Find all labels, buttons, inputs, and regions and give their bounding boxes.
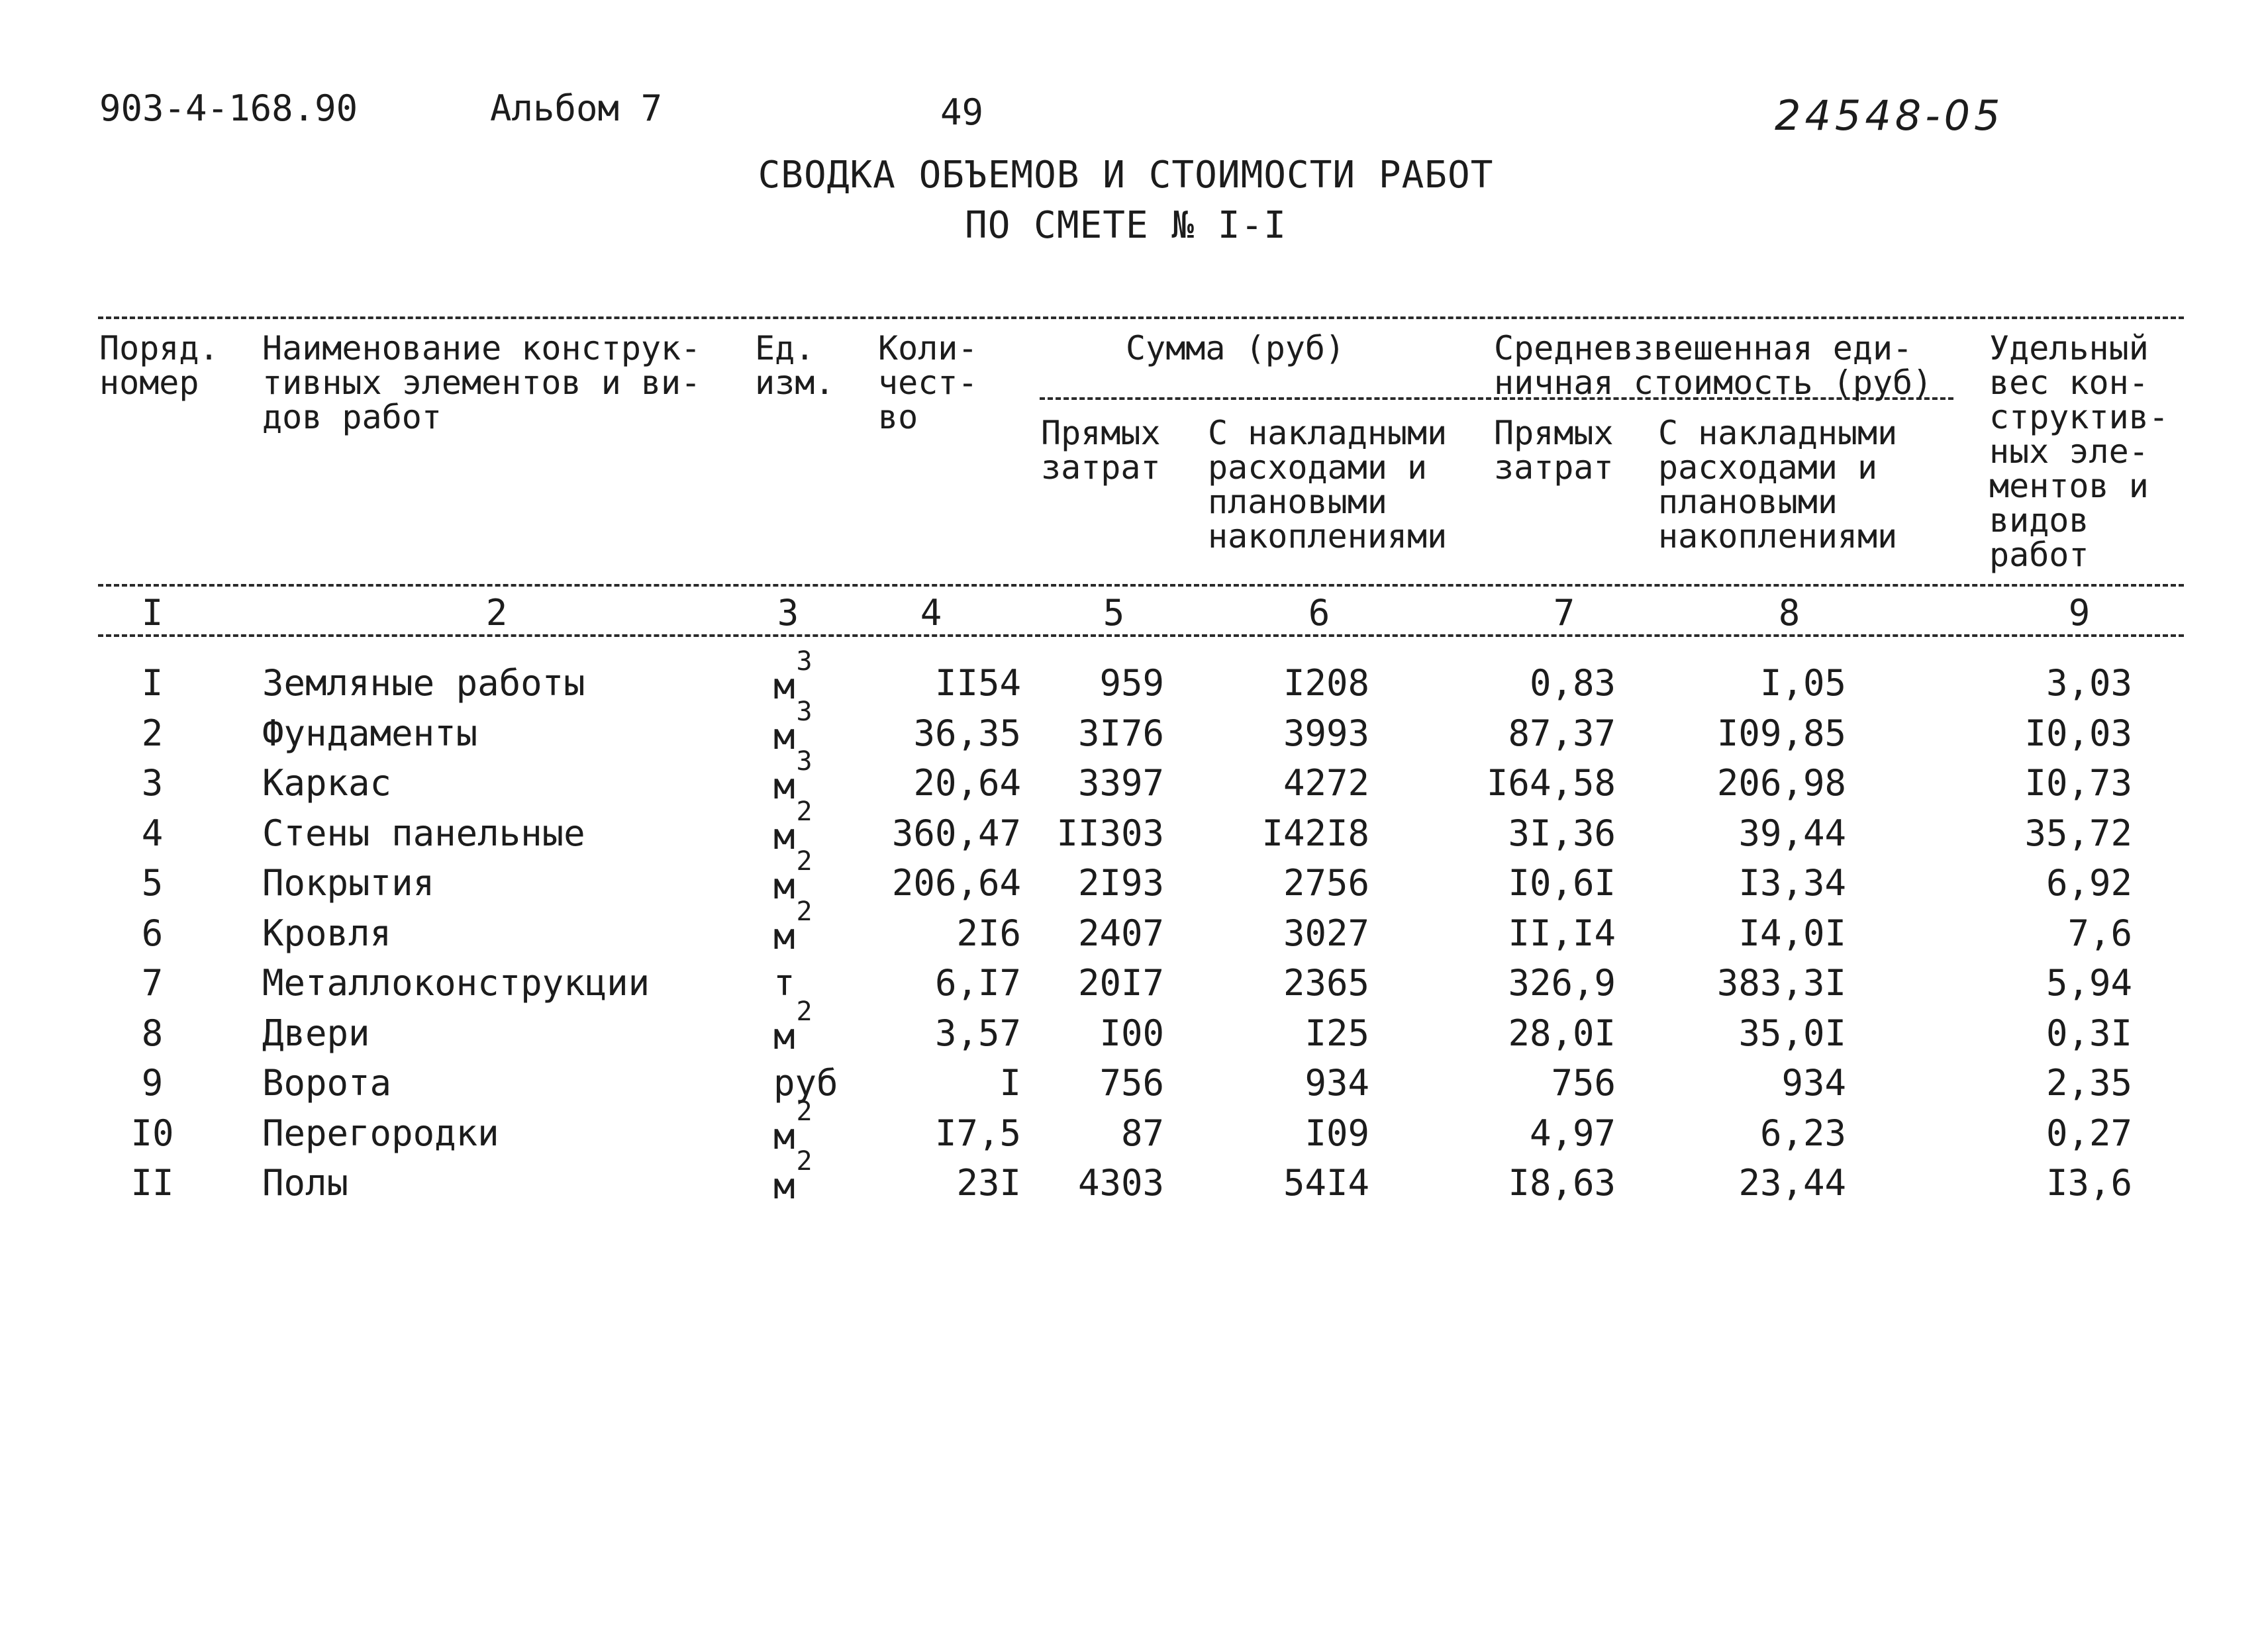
unit-symbol: м bbox=[773, 715, 795, 757]
cell-unit bbox=[773, 1062, 873, 1104]
cell-weight: 35,72 bbox=[2024, 812, 2132, 854]
cell-qty: 360,47 bbox=[891, 812, 1021, 854]
header-sum-direct: Прямых затрат bbox=[1041, 414, 1161, 487]
cell-name: Кровля bbox=[262, 912, 392, 954]
unit-symbol: м bbox=[773, 765, 795, 807]
unit-power: 2 bbox=[796, 846, 813, 877]
unit-symbol: м bbox=[773, 1115, 795, 1157]
cell-unit-direct: 326,9 bbox=[1508, 962, 1616, 1004]
header-quantity: Коли- чест- во bbox=[878, 329, 978, 436]
cell-name: Стены панельные bbox=[262, 812, 585, 854]
header-average-overhead: С накладными расходами и плановыми накоплениями bbox=[1658, 414, 1898, 555]
cell-direct: II303 bbox=[1056, 812, 1164, 854]
cell-overhead: I208 bbox=[1283, 662, 1369, 704]
cell-unit bbox=[773, 1096, 873, 1157]
cell-num: 2 bbox=[141, 712, 164, 754]
cell-unit-direct: II,I4 bbox=[1508, 912, 1616, 954]
unit-power: 3 bbox=[796, 696, 813, 727]
header-element-name: Наименование конструк- тивных элементов и ви- дов работ bbox=[262, 329, 701, 436]
inventory-stamp-number: 24548-05 bbox=[1775, 91, 2004, 140]
cell-name: Ворота bbox=[262, 1062, 392, 1104]
cell-direct: 959 bbox=[1099, 662, 1164, 704]
column-number: 8 bbox=[1778, 592, 1800, 634]
cell-unit-overhead: 206,98 bbox=[1716, 762, 1846, 804]
cell-qty: 36,35 bbox=[913, 712, 1021, 754]
cell-unit-overhead: 39,44 bbox=[1738, 812, 1846, 854]
unit-power: 3 bbox=[796, 646, 813, 677]
unit-symbol: м bbox=[773, 865, 795, 907]
cell-unit-overhead: I3,34 bbox=[1738, 862, 1846, 904]
unit-symbol: м bbox=[773, 915, 795, 957]
cell-num: I0 bbox=[130, 1112, 174, 1154]
column-number: 6 bbox=[1308, 592, 1330, 634]
header-sum-group: Сумма (руб) bbox=[1126, 329, 1346, 367]
cell-overhead: 54I4 bbox=[1283, 1162, 1369, 1204]
cell-name: Земляные работы bbox=[262, 662, 585, 704]
cell-qty: II54 bbox=[934, 662, 1021, 704]
cell-weight: 3,03 bbox=[2046, 662, 2132, 704]
header-unit: Ед. изм. bbox=[755, 329, 835, 402]
cell-name: Перегородки bbox=[262, 1112, 499, 1154]
cell-overhead: 3027 bbox=[1283, 912, 1369, 954]
cell-overhead: 2756 bbox=[1283, 862, 1369, 904]
cell-num: 7 bbox=[141, 962, 164, 1004]
column-number: 5 bbox=[1103, 592, 1125, 634]
cell-weight: I0,73 bbox=[2024, 762, 2132, 804]
column-numbers-rule bbox=[98, 634, 2184, 637]
cell-weight: 5,94 bbox=[2046, 962, 2132, 1004]
cell-unit-overhead: 6,23 bbox=[1759, 1112, 1846, 1154]
cell-unit bbox=[773, 646, 873, 707]
cell-weight: 7,6 bbox=[2067, 912, 2132, 954]
cell-num: 8 bbox=[141, 1012, 164, 1054]
header-average-group: Средневзвешенная еди- ничная стоимость (руб) bbox=[1494, 329, 1933, 402]
unit-symbol: руб bbox=[773, 1062, 838, 1104]
column-number: 4 bbox=[920, 592, 942, 634]
cell-weight: 2,35 bbox=[2046, 1062, 2132, 1104]
cell-direct: 3397 bbox=[1077, 762, 1164, 804]
cell-unit-direct: I64,58 bbox=[1486, 762, 1616, 804]
cell-unit bbox=[773, 962, 873, 1004]
column-number: 2 bbox=[485, 592, 508, 634]
cell-num: 6 bbox=[141, 912, 164, 954]
cell-overhead: I42I8 bbox=[1261, 812, 1369, 854]
cell-unit bbox=[773, 846, 873, 907]
cell-direct: 2I93 bbox=[1077, 862, 1164, 904]
cell-unit bbox=[773, 696, 873, 757]
table-top-rule bbox=[98, 316, 2184, 319]
cell-num: 9 bbox=[141, 1062, 164, 1104]
header-specific-weight: Удельный вес кон- структив- ных эле- ментов и видов работ bbox=[1989, 329, 2169, 574]
cell-unit-direct: I0,6I bbox=[1508, 862, 1616, 904]
column-number: 9 bbox=[2068, 592, 2091, 634]
cell-overhead: 934 bbox=[1305, 1062, 1369, 1104]
cell-name: Полы bbox=[262, 1162, 349, 1204]
cell-weight: 0,27 bbox=[2046, 1112, 2132, 1154]
cell-qty: I7,5 bbox=[934, 1112, 1021, 1154]
cell-weight: 6,92 bbox=[2046, 862, 2132, 904]
unit-power: 2 bbox=[796, 1146, 813, 1177]
cell-num: II bbox=[130, 1162, 174, 1204]
cell-unit-direct: 28,0I bbox=[1508, 1012, 1616, 1054]
cell-weight: I0,03 bbox=[2024, 712, 2132, 754]
cell-name: Двери bbox=[262, 1012, 370, 1054]
cell-unit-overhead: 934 bbox=[1781, 1062, 1846, 1104]
cell-unit-direct: 87,37 bbox=[1508, 712, 1616, 754]
cell-unit-overhead: 35,0I bbox=[1738, 1012, 1846, 1054]
unit-symbol: м bbox=[773, 815, 795, 857]
cell-direct: 3I76 bbox=[1077, 712, 1164, 754]
page-number: 49 bbox=[940, 91, 984, 133]
cell-overhead: I09 bbox=[1305, 1112, 1369, 1154]
unit-power: 2 bbox=[796, 796, 813, 827]
cell-unit-overhead: I4,0I bbox=[1738, 912, 1846, 954]
cell-qty: 3,57 bbox=[934, 1012, 1021, 1054]
cell-name: Каркас bbox=[262, 762, 392, 804]
cell-unit-overhead: I09,85 bbox=[1716, 712, 1846, 754]
cell-num: 4 bbox=[141, 812, 164, 854]
unit-power: 3 bbox=[796, 746, 813, 777]
cell-unit bbox=[773, 1146, 873, 1207]
cell-overhead: 4272 bbox=[1283, 762, 1369, 804]
cell-direct: 20I7 bbox=[1077, 962, 1164, 1004]
cell-num: 3 bbox=[141, 762, 164, 804]
cell-direct: 2407 bbox=[1077, 912, 1164, 954]
cell-direct: 4303 bbox=[1077, 1162, 1164, 1204]
cell-num: 5 bbox=[141, 862, 164, 904]
column-number: I bbox=[141, 592, 164, 634]
cell-qty: 206,64 bbox=[891, 862, 1021, 904]
cell-unit-direct: 0,83 bbox=[1529, 662, 1616, 704]
cell-unit-direct: 3I,36 bbox=[1508, 812, 1616, 854]
document-title: СВОДКА ОБЪЕМОВ И СТОИМОСТИ РАБОТ bbox=[758, 154, 1494, 197]
header-order-number: Поряд. номер bbox=[99, 329, 219, 402]
cell-unit-direct: I8,63 bbox=[1508, 1162, 1616, 1204]
cell-overhead: 3993 bbox=[1283, 712, 1369, 754]
unit-symbol: т bbox=[773, 962, 795, 1004]
cell-name: Металлоконструкции bbox=[262, 962, 650, 1004]
album-label: Альбом 7 bbox=[490, 87, 663, 129]
cell-unit bbox=[773, 996, 873, 1057]
cell-weight: I3,6 bbox=[2046, 1162, 2132, 1204]
header-bottom-rule bbox=[98, 584, 2184, 587]
unit-power: 2 bbox=[796, 996, 813, 1027]
cell-direct: I00 bbox=[1099, 1012, 1164, 1054]
cell-unit bbox=[773, 896, 873, 957]
cell-qty: 20,64 bbox=[913, 762, 1021, 804]
unit-power: 2 bbox=[796, 896, 813, 927]
unit-power: 2 bbox=[796, 1096, 813, 1127]
cell-unit bbox=[773, 746, 873, 807]
cell-overhead: I25 bbox=[1305, 1012, 1369, 1054]
header-sum-overhead: С накладными расходами и плановыми накоплениями bbox=[1208, 414, 1448, 555]
cell-qty: 23I bbox=[956, 1162, 1021, 1204]
unit-symbol: м bbox=[773, 1015, 795, 1057]
cell-qty: 6,I7 bbox=[934, 962, 1021, 1004]
cell-qty: I bbox=[999, 1062, 1021, 1104]
cell-unit-overhead: 383,3I bbox=[1716, 962, 1846, 1004]
unit-symbol: м bbox=[773, 1165, 795, 1207]
cell-name: Фундаменты bbox=[262, 712, 478, 754]
cell-unit-direct: 756 bbox=[1551, 1062, 1616, 1104]
cell-name: Покрытия bbox=[262, 862, 435, 904]
column-number: 3 bbox=[777, 592, 799, 634]
cell-unit-direct: 4,97 bbox=[1529, 1112, 1616, 1154]
cell-qty: 2I6 bbox=[956, 912, 1021, 954]
document-subtitle: ПО СМЕТЕ № I-I bbox=[964, 204, 1287, 247]
header-average-direct: Прямых затрат bbox=[1494, 414, 1614, 487]
document-code: 903-4-168.90 bbox=[99, 87, 358, 129]
cell-unit-overhead: I,05 bbox=[1759, 662, 1846, 704]
cell-direct: 87 bbox=[1120, 1112, 1164, 1154]
unit-symbol: м bbox=[773, 665, 795, 707]
cell-overhead: 2365 bbox=[1283, 962, 1369, 1004]
cell-direct: 756 bbox=[1099, 1062, 1164, 1104]
cell-num: I bbox=[141, 662, 164, 704]
cell-weight: 0,3I bbox=[2046, 1012, 2132, 1054]
cell-unit-overhead: 23,44 bbox=[1738, 1162, 1846, 1204]
column-number: 7 bbox=[1553, 592, 1575, 634]
cell-unit bbox=[773, 796, 873, 857]
